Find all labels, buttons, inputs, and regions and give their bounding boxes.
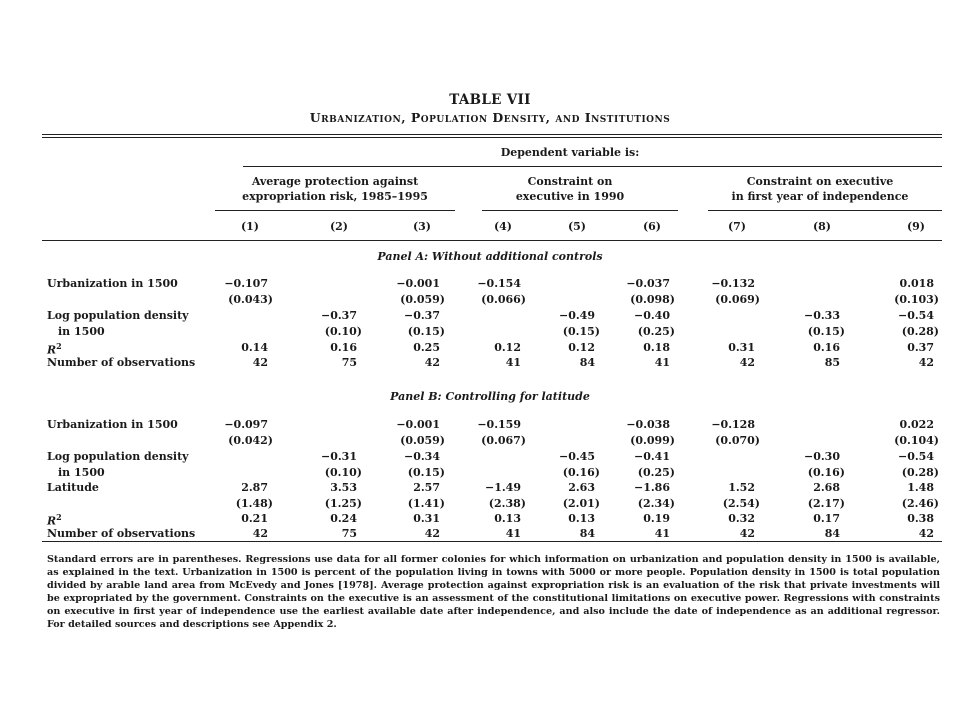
coefficient-cell: 0.38 xyxy=(907,512,934,525)
coefficient-cell: 0.19 xyxy=(643,512,670,525)
row-label-continued: in 1500 xyxy=(58,466,105,479)
coefficient-cell: 0.022 xyxy=(899,418,934,431)
coefficient-cell: 42 xyxy=(918,356,934,369)
row-label: Latitude xyxy=(47,481,99,494)
standard-error-cell: (1.41) xyxy=(407,497,445,510)
coefficient-cell: 42 xyxy=(424,527,440,540)
standard-error-cell: (2.38) xyxy=(488,497,526,510)
coefficient-cell: 75 xyxy=(341,527,357,540)
group-header-1 xyxy=(215,174,455,204)
coefficient-cell: −0.31 xyxy=(320,450,357,463)
standard-error-cell: (1.25) xyxy=(324,497,362,510)
row-label: Urbanization in 1500 xyxy=(47,277,178,290)
coefficient-cell: 3.53 xyxy=(330,481,357,494)
bottom-rule xyxy=(42,541,942,542)
coefficient-cell: 0.12 xyxy=(494,341,521,354)
coefficient-cell: 0.13 xyxy=(494,512,521,525)
dependent-header-rule xyxy=(243,166,942,167)
coefficient-cell: −0.34 xyxy=(403,450,440,463)
coefficient-cell: −0.33 xyxy=(803,309,840,322)
coefficient-cell: −0.107 xyxy=(224,277,268,290)
standard-error-cell: (0.16) xyxy=(562,466,600,479)
table-title: Urbanization, Population Density, and Institutions xyxy=(309,110,671,125)
column-number: (4) xyxy=(493,220,513,233)
group-rule-3 xyxy=(708,210,942,211)
coefficient-cell: 41 xyxy=(654,527,670,540)
standard-error-cell: (0.042) xyxy=(228,434,273,447)
coefficient-cell: −0.159 xyxy=(477,418,521,431)
standard-error-cell: (0.10) xyxy=(324,325,362,338)
coefficient-cell: 0.018 xyxy=(899,277,934,290)
panel-b-title: Panel B: Controlling for latitude xyxy=(390,390,590,403)
coefficient-cell: −0.30 xyxy=(803,450,840,463)
column-number: (5) xyxy=(567,220,587,233)
coefficient-cell: 0.18 xyxy=(643,341,670,354)
standard-error-cell: (0.059) xyxy=(400,434,445,447)
coefficient-cell: −0.097 xyxy=(224,418,268,431)
group-header-1-line2: expropriation risk, 1985–1995 xyxy=(242,190,428,203)
table-number: TABLE VII xyxy=(449,92,531,108)
row-label: Urbanization in 1500 xyxy=(47,418,178,431)
coefficient-cell: 84 xyxy=(824,527,840,540)
standard-error-cell: (2.46) xyxy=(901,497,939,510)
standard-error-cell: (0.16) xyxy=(807,466,845,479)
standard-error-cell: (0.28) xyxy=(901,466,939,479)
coefficient-cell: 41 xyxy=(505,356,521,369)
coefficient-cell: 84 xyxy=(579,356,595,369)
standard-error-cell: (2.54) xyxy=(722,497,760,510)
standard-error-cell: (0.059) xyxy=(400,293,445,306)
coefficient-cell: 75 xyxy=(341,356,357,369)
coefficient-cell: 2.57 xyxy=(413,481,440,494)
standard-error-cell: (0.067) xyxy=(481,434,526,447)
group-header-3 xyxy=(700,174,940,204)
row-label: Log population density xyxy=(47,450,189,463)
standard-error-cell: (0.099) xyxy=(630,434,675,447)
coefficient-cell: −0.128 xyxy=(711,418,755,431)
standard-error-cell: (0.28) xyxy=(901,325,939,338)
coefficient-cell: −0.001 xyxy=(396,418,440,431)
column-number: (3) xyxy=(412,220,432,233)
row-label: Number of observations xyxy=(47,356,196,369)
coefficient-cell: 2.68 xyxy=(813,481,840,494)
coefficient-cell: 42 xyxy=(739,356,755,369)
standard-error-cell: (2.17) xyxy=(807,497,845,510)
coefficient-cell: −0.37 xyxy=(403,309,440,322)
coefficient-cell: 42 xyxy=(918,527,934,540)
standard-error-cell: (0.104) xyxy=(894,434,939,447)
column-number: (9) xyxy=(906,220,926,233)
coefficient-cell: 2.63 xyxy=(568,481,595,494)
group-header-2-line2: executive in 1990 xyxy=(515,190,625,203)
standard-error-cell: (0.15) xyxy=(562,325,600,338)
coefficient-cell: −0.40 xyxy=(633,309,670,322)
row-label: $R^2$ xyxy=(47,512,62,528)
coefficient-cell: −0.41 xyxy=(633,450,670,463)
coefficient-cell: 1.52 xyxy=(728,481,755,494)
coefficient-cell: 0.31 xyxy=(413,512,440,525)
standard-error-cell: (0.15) xyxy=(407,466,445,479)
coefficient-cell: −0.49 xyxy=(558,309,595,322)
coefficient-cell: 0.12 xyxy=(568,341,595,354)
coefficient-cell: 0.14 xyxy=(241,341,268,354)
row-label: Log population density xyxy=(47,309,189,322)
coefficient-cell: 0.17 xyxy=(813,512,840,525)
standard-error-cell: (0.043) xyxy=(228,293,273,306)
coefficient-cell: 0.24 xyxy=(330,512,357,525)
top-rule-second xyxy=(42,137,942,138)
coefficient-cell: −1.49 xyxy=(484,481,521,494)
coefficient-cell: 0.37 xyxy=(907,341,934,354)
dependent-variable-header: Dependent variable is: xyxy=(500,146,640,159)
coefficient-cell: −0.038 xyxy=(626,418,670,431)
coefficient-cell: −0.037 xyxy=(626,277,670,290)
coefficient-cell: 41 xyxy=(654,356,670,369)
table-notes: Standard errors are in parentheses. Regressions use data for all former colonies for which information on urbanization and population density in 1500 is available, as explained in the text. Urbanization in 1500 is percent of the population living in towns with 5000 or more people. Population density in 1500 is total population divided by arable land area from McEvedy and Jones [1978]. Average protection against expropriation risk is an evaluation of the risk that private investments will be expropriated by the government. Constraints on the executive is an assessment of the constitutional limitations on executive power. Regressions with constraints on executive in first year of independence use the earliest available date after independence, and also include the date of independence as an additional regressor. For detailed sources and descriptions see Appendix 2. xyxy=(47,554,940,630)
standard-error-cell: (0.070) xyxy=(715,434,760,447)
coefficient-cell: −0.132 xyxy=(711,277,755,290)
standard-error-cell: (0.098) xyxy=(630,293,675,306)
column-number: (1) xyxy=(240,220,260,233)
coefficient-cell: 42 xyxy=(424,356,440,369)
coefficient-cell: −1.86 xyxy=(633,481,670,494)
standard-error-cell: (2.34) xyxy=(637,497,675,510)
coefficient-cell: −0.154 xyxy=(477,277,521,290)
coefficient-cell: 84 xyxy=(579,527,595,540)
coefficient-cell: −0.37 xyxy=(320,309,357,322)
coefficient-cell: 2.87 xyxy=(241,481,268,494)
group-header-3-line2: in first year of independence xyxy=(731,190,909,203)
panel-a-title: Panel A: Without additional controls xyxy=(377,250,603,263)
group-header-2 xyxy=(470,174,670,204)
coefficient-cell: 0.32 xyxy=(728,512,755,525)
row-label-continued: in 1500 xyxy=(58,325,105,338)
group-rule-2 xyxy=(482,210,678,211)
standard-error-cell: (0.15) xyxy=(407,325,445,338)
coefficient-cell: 41 xyxy=(505,527,521,540)
standard-error-cell: (1.48) xyxy=(235,497,273,510)
row-label: Number of observations xyxy=(47,527,196,540)
group-rule-1 xyxy=(215,210,455,211)
coefficient-cell: −0.54 xyxy=(897,450,934,463)
column-number: (2) xyxy=(329,220,349,233)
coefficient-cell: −0.001 xyxy=(396,277,440,290)
coefficient-cell: 42 xyxy=(252,527,268,540)
coefficient-cell: 0.25 xyxy=(413,341,440,354)
coefficient-cell: 42 xyxy=(739,527,755,540)
coefficient-cell: 0.13 xyxy=(568,512,595,525)
header-bottom-rule xyxy=(42,240,942,241)
standard-error-cell: (0.069) xyxy=(715,293,760,306)
coefficient-cell: 0.21 xyxy=(241,512,268,525)
top-rule xyxy=(42,134,942,135)
standard-error-cell: (0.25) xyxy=(637,325,675,338)
column-number: (7) xyxy=(727,220,747,233)
standard-error-cell: (0.066) xyxy=(481,293,526,306)
group-header-3-line1: Constraint on executive xyxy=(746,175,894,188)
coefficient-cell: 0.16 xyxy=(330,341,357,354)
standard-error-cell: (0.15) xyxy=(807,325,845,338)
standard-error-cell: (0.10) xyxy=(324,466,362,479)
group-header-1-line1: Average protection against xyxy=(251,175,419,188)
coefficient-cell: 85 xyxy=(824,356,840,369)
standard-error-cell: (2.01) xyxy=(562,497,600,510)
standard-error-cell: (0.103) xyxy=(894,293,939,306)
group-header-2-line1: Constraint on xyxy=(527,175,613,188)
coefficient-cell: 1.48 xyxy=(907,481,934,494)
standard-error-cell: (0.25) xyxy=(637,466,675,479)
coefficient-cell: −0.45 xyxy=(558,450,595,463)
row-label: $R^2$ xyxy=(47,341,62,357)
column-number: (6) xyxy=(642,220,662,233)
column-number: (8) xyxy=(812,220,832,233)
coefficient-cell: 42 xyxy=(252,356,268,369)
coefficient-cell: −0.54 xyxy=(897,309,934,322)
coefficient-cell: 0.31 xyxy=(728,341,755,354)
coefficient-cell: 0.16 xyxy=(813,341,840,354)
